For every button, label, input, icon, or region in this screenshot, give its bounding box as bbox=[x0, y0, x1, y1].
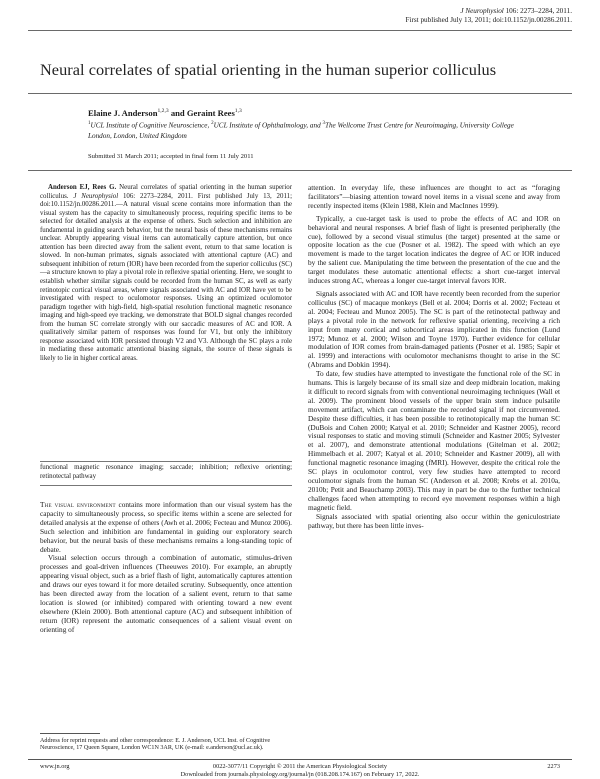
affiliation-text: UCL Institute of Ophthalmology, and bbox=[213, 121, 323, 130]
journal-citation: 106: 2273–2284, 2011. bbox=[503, 7, 572, 15]
affiliations bbox=[88, 119, 528, 141]
affiliation-marker: 3 bbox=[322, 121, 325, 126]
title-rule bbox=[28, 93, 572, 94]
affiliation-text: The Wellcome Trust Centre for Neuroimaging, University College London, London, United Kingdom bbox=[88, 121, 514, 140]
footnote-rule bbox=[40, 733, 100, 734]
journal-url: www.jn.org bbox=[40, 763, 70, 770]
abstract-text bbox=[40, 184, 292, 363]
journal-name: J Neurophysiol bbox=[460, 7, 504, 15]
keywords-rule bbox=[40, 461, 292, 462]
body-paragraph: Typically, a cue-target task is used to probe the effects of AC and IOR on behavioral and neural responses. A brief flash of light is presented peripherally (the cue), followed by a second visual stimulus (the target) presented at the same or opposite location as the cue (Posner et al. 1982). The speed with which an eye movement is made to the target location indicates the degree of AC or IOR induced by the salient cue. Manipulating the time between the presentation of the cue and the target modulates these automatic attentional effects: a short cue-target interval induces strong AC, whereas a longer cue-target interval favors IOR. bbox=[308, 213, 560, 286]
abstract-citation-authors: Anderson EJ, Rees G. bbox=[48, 184, 117, 191]
abstract-body: 106: 2273–2284, 2011. First published July 13, 2011; doi:10.1152/jn.00286.2011.—A natural visual scene contains more information than the visual system has the capacity to simultaneously process, requiring specific items to be selected for detailed analysis at the expense of others. Such selection and inhibition are fundamental in guiding search behavior, but the neural basis of these mechanisms remains unclear. Abruptly appearing visual items can automatically capture attention, but once attention has been directed away from the salient event, return to that same location is slowed. In non-human primates, signals associated with attentional capture (AC) and subsequent inhibition of return (IOR) have been recorded from the superior colliculus (SC)—a structure known to play a pivotal role in reflexive spatial orienting. Here, we sought to establish whether similar signals could be recorded from the human SC, as well as early retinotopic cortical visual areas, where signals associated with AC and IOR have yet to be investigated with respect to oculomotor responses. Using an optimized oculomotor paradigm together with high-field, high-spatial resolution functional magnetic resonance imaging and high-speed eye tracking, we demonstrate that BOLD signal changes recorded from the human SC correlate strongly with our saccadic measures of AC and IOR. A qualitatively similar pattern of responses was found for V1, but only the inhibitory response associated with IOR persisted through V2 and V3. Although the SC plays a role in mediating these automatic attentional biasing signals, the source of these signals is likely to lie in higher cortical areas. bbox=[40, 192, 292, 362]
submission-dates: Submitted 31 March 2011; accepted in final form 11 July 2011 bbox=[88, 153, 254, 160]
download-notice: Downloaded from journals.physiology.org/journal/jn (018.208.174.167) on February 17, 2022. bbox=[180, 771, 420, 778]
keywords-rule bbox=[40, 485, 292, 486]
abstract-journal: J Neurophysiol bbox=[73, 192, 119, 200]
footer-rule bbox=[28, 759, 572, 760]
publication-info: First published July 13, 2011; doi:10.1152/jn.00286.2011. bbox=[405, 15, 572, 24]
affiliation-marker: 1 bbox=[88, 121, 91, 126]
header-rule bbox=[28, 30, 572, 31]
author-affiliation-marker: 1,2,3 bbox=[157, 108, 169, 115]
page-number: 2273 bbox=[547, 763, 560, 770]
abstract-citation-title: Neural correlates of spatial orienting in the human superior colliculus. bbox=[40, 184, 292, 200]
intro-left-column bbox=[40, 501, 292, 635]
correspondence-footnote: Address for reprint requests and other correspondence: E. J. Anderson, UCL Inst. of Cognitive Neuroscience, 17 Queen Square, London WC1N 3AR, UK (e-mail: e.anderson@ucl.ac.uk). bbox=[40, 738, 271, 752]
author-conjunction: and bbox=[168, 108, 187, 118]
author-name: Geraint Rees bbox=[186, 108, 235, 118]
body-paragraph: To date, few studies have attempted to investigate the functional role of the SC in humans. This is largely because of its small size and deep midbrain location, making it difficult to record signals from with conventional neuroimaging techniques (Wall et al. 2009). The prominent blood vessels of the upper brain stem induce pulsatile movement artifact, which can contaminate the recorded signal if not circumvented. Despite these difficulties, it has been possible to retinotopically map the human SC (DuBois and Cohen 2000; Katyal et al. 2010; Schneider and Kastner 2005), record visual responses to static and moving stimuli (Schneider and Kastner 2005; Sylvester et al. 2007), and demonstrate attentional modulations (Gitelman et al. 2002; Himmelbach et al. 2007; Katyal et al. 2010; Schneider and Kastner 2009), all with functional magnetic resonance imaging (fMRI). However, despite the critical role the SC plays in oculomotor control, very few studies have attempted to record oculomotor signals from the human SC (Anderson et al. 2008; Krebs et al. 2010a, 2010b; Petit and Beauchamp 2003). This may in part be due to the further technical challenges faced when attempting to record eye movement responses within a high magnetic field. bbox=[308, 369, 560, 512]
journal-header bbox=[405, 7, 572, 24]
article-title: Neural correlates of spatial orienting in the human superior colliculus bbox=[40, 60, 497, 79]
abstract bbox=[40, 184, 292, 363]
section-lead-in: The visual environment bbox=[40, 500, 116, 509]
author-name: Elaine J. Anderson bbox=[88, 108, 158, 118]
keywords: functional magnetic resonance imaging; saccade; inhibition; reflexive orienting; retinotectal pathway bbox=[40, 464, 292, 480]
body-paragraph: Signals associated with AC and IOR have recently been recorded from the superior colliculus (SC) of macaque monkeys (Bell et al. 2004; Dorris et al. 2002; Fecteau et al. 2004; Fecteau and Munoz 2005). The SC is part of the retinotectal pathway and plays a pivotal role in the network for reflexive spatial orienting, receiving a rich input from many cortical and subcortical areas implicated in this function (Lund 1972; Munoz et al. 2000; Wilson and Toyne 1970). Further evidence for cellular modulation of IOR comes from brain-damaged patients (Posner et al. 1985; Sapir et al. 1999) and interactions with oculomotor mechanisms thought to arise in the SC (Abrams and Dobkin 1994). bbox=[308, 288, 560, 370]
body-paragraph bbox=[40, 501, 292, 554]
front-matter-rule bbox=[28, 170, 572, 171]
author-list bbox=[88, 108, 242, 118]
copyright-line: 0022-3077/11 Copyright © 2011 the American Physiological Society bbox=[212, 763, 388, 770]
author-affiliation-marker: 1,3 bbox=[234, 108, 242, 115]
affiliation-text: UCL Institute of Cognitive Neuroscience, bbox=[90, 121, 212, 130]
paragraph-text: contains more information than our visual system has the capacity to simultaneously process, so specific items within a scene are selected for detailed analysis at the expense of others (Awh et al. 2006; Fecteau and Munoz 2006). Such selection and inhibition are fundamental in guiding our exploratory search behavior, but the neural basis of these mechanisms remains a long-standing topic of debate. bbox=[40, 500, 292, 554]
body-paragraph: attention. In everyday life, these influences are thought to act as “foraging facilitators”—biasing attention toward novel items in a visual scene and away from recently inspected items (Klein 1988, Klein and MacInnes 1999). bbox=[308, 183, 560, 210]
body-paragraph: Visual selection occurs through a combination of automatic, stimulus-driven processes and goal-driven influences (Theeuwes 2010). For example, an abruptly appearing visual object, such as a brief flash of light, automatically captures attention and draws our eyes toward it for more detailed scrutiny. Subsequently, once attention has been directed away from the location of a salient event, return to that same location is slowed (or inhibited) compared with orienting toward a new event elsewhere (Klein 2000). Both attentional capture (AC) and subsequent inhibition of return (IOR) represent the automatic consequences of a salient visual event on orienting of bbox=[40, 553, 292, 634]
body-paragraph: Signals associated with spatial orienting also occur within the geniculostriate pathway, but there has been little inves- bbox=[308, 511, 560, 530]
intro-right-column bbox=[308, 184, 560, 530]
affiliation-marker: 2 bbox=[211, 121, 214, 126]
